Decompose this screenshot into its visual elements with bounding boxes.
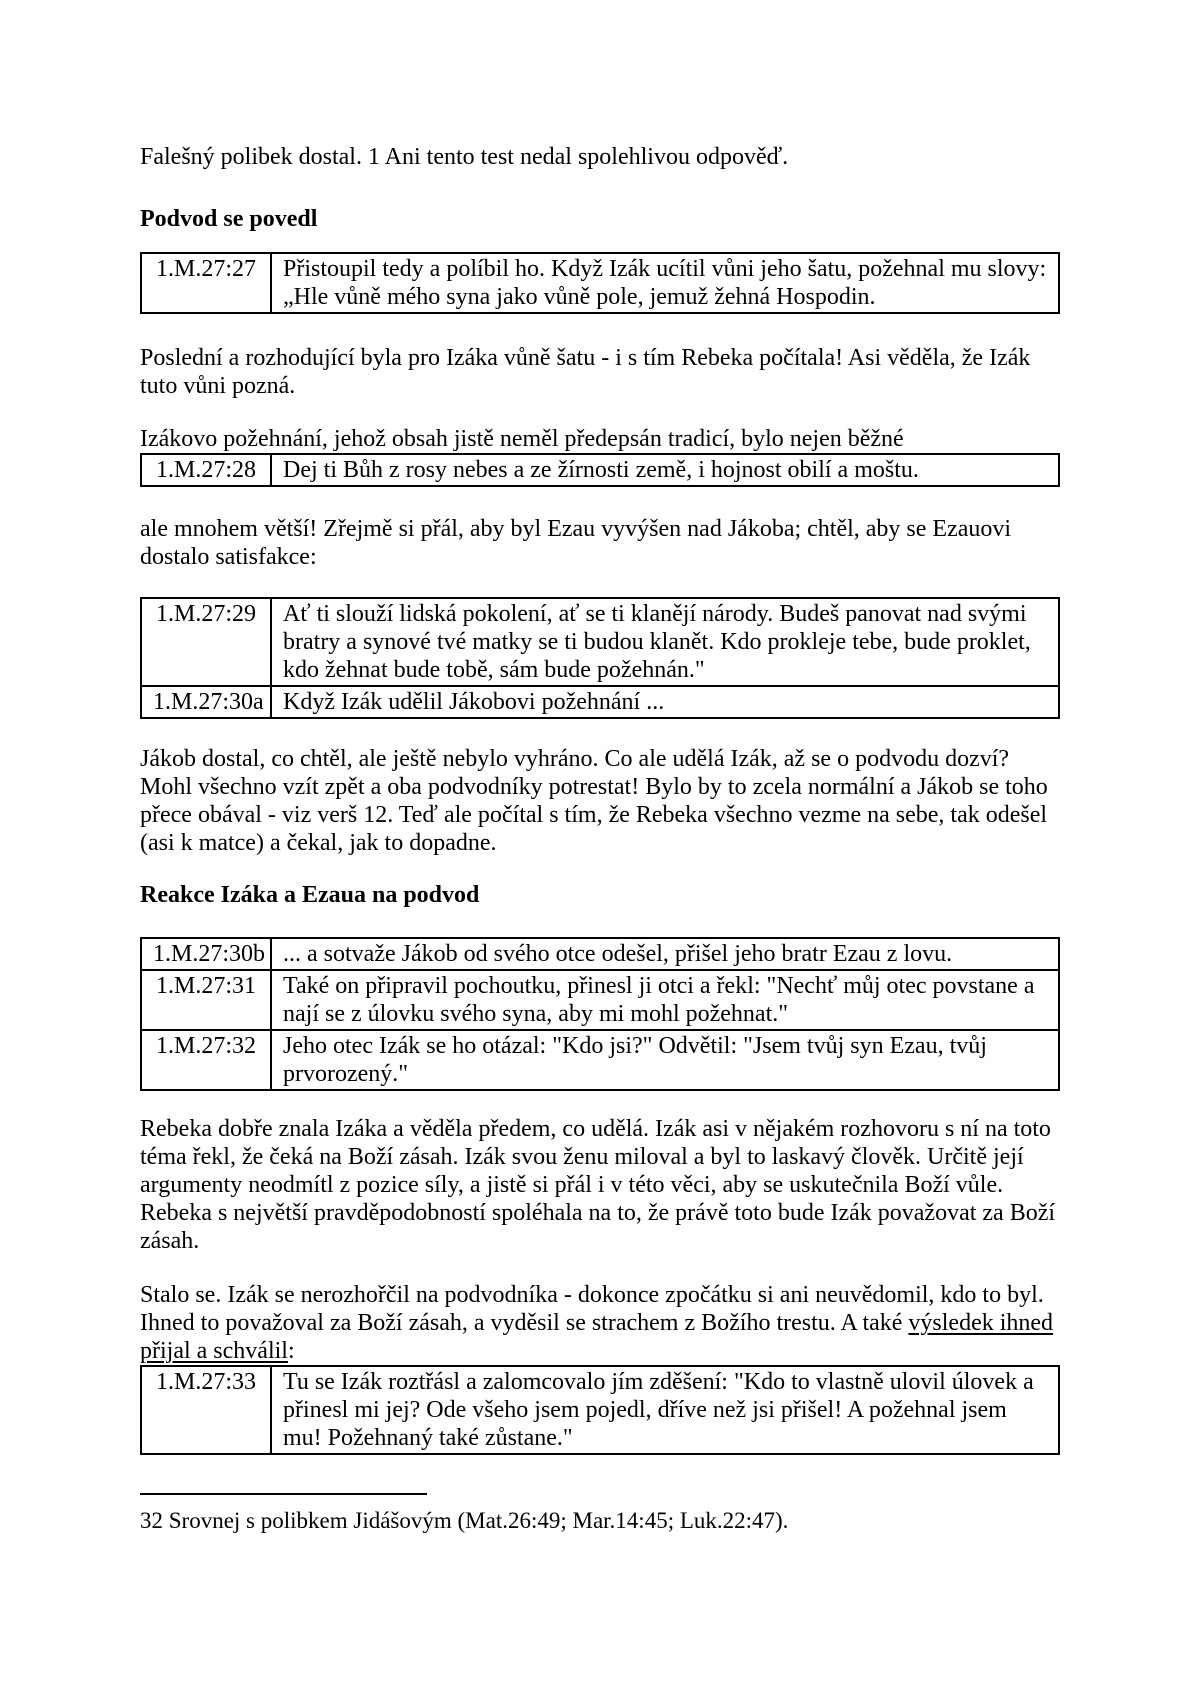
- paragraph-stalo-se: [140, 1281, 1060, 1365]
- table-row: [141, 598, 1059, 686]
- heading-podvod-se-povedl: Podvod se povedl: [140, 206, 318, 232]
- paragraph-izakovo-pozehnani: Izákovo požehnání, jehož obsah jistě neměl předepsán tradicí, bylo nejen běžné: [140, 426, 904, 452]
- table-row: [141, 970, 1059, 1030]
- footnote-text: 32 Srovnej s polibkem Jidášovým (Mat.26:49; Mar.14:45; Luk.22:47).: [140, 1508, 789, 1533]
- underlined-vysledek-text: výsledek ihned přijal a schválil: [140, 1310, 1054, 1364]
- paragraph-posledni: Poslední a rozhodující byla pro Izáka vůně šatu - i s tím Rebeka počítala! Asi věděla, že Izák tuto vůni pozná.: [140, 345, 1031, 399]
- verse-text: Jeho otec Izák se ho otázal: "Kdo jsi?" Odvětil: "Jsem tvůj syn Ezau, tvůj prvorozený.": [271, 1030, 1059, 1090]
- paragraph-stalo-se-text: Stalo se. Izák se nerozhořčil na podvodníka - dokonce zpočátku si ani neuvědomil, kdo to byl. Ihned to považoval za Boží zásah, a vyděsil se strachem z Božího trestu. A také: [140, 1282, 1044, 1336]
- verse-ref: 1.M.27:27: [141, 253, 271, 313]
- verse-ref: 1.M.27:30a: [141, 686, 271, 718]
- verse-table-27-33: [140, 1365, 1060, 1455]
- verse-text: Když Izák udělil Jákobovi požehnání ...: [271, 686, 1059, 718]
- table-row: [141, 938, 1059, 970]
- verse-text: Přistoupil tedy a políbil ho. Když Izák ucítil vůni jeho šatu, požehnal mu slovy: „Hle vůně mého syna jako vůně pole, jemuž žehná Hospodin.: [271, 253, 1059, 313]
- table-row: [141, 686, 1059, 718]
- verse-table-27-30b-32: [140, 937, 1060, 1091]
- table-row: [141, 454, 1059, 486]
- verse-text: Dej ti Bůh z rosy nebes a ze žírnosti země, i hojnost obilí a moštu.: [271, 454, 1059, 486]
- paragraph-intro: Falešný polibek dostal. 1 Ani tento test nedal spolehlivou odpověď.: [140, 144, 789, 170]
- verse-text: Tu se Izák roztřásl a zalomcovalo jím zděšení: "Kdo to vlastně ulovil úlovek a přinesl mi jej? Ode všeho jsem pojedl, dříve než jsi přišel! A požehnal jsem mu! Požehnaný také zůstane.": [271, 1366, 1059, 1454]
- paragraph-stalo-se-colon: :: [287, 1338, 295, 1364]
- verse-ref: 1.M.27:29: [141, 598, 271, 686]
- verse-ref: 1.M.27:30b: [141, 938, 271, 970]
- verse-table-27-27: [140, 252, 1060, 314]
- verse-table-27-29-30a: [140, 597, 1060, 719]
- paragraph-jakob-dostal: Jákob dostal, co chtěl, ale ještě nebylo vyhráno. Co ale udělá Izák, až se o podvodu dozví? Mohl všechno vzít zpět a oba podvodníky potrestat! Bylo by to zcela normální a Jákob se toho přece obával - viz verš 12. Teď ale počítal s tím, že Rebeka všechno vezme na sebe, tak odešel (asi k matce) a čekal, jak to dopadne.: [140, 746, 1048, 856]
- verse-ref: 1.M.27:33: [141, 1366, 271, 1454]
- verse-ref: 1.M.27:28: [141, 454, 271, 486]
- verse-ref: 1.M.27:32: [141, 1030, 271, 1090]
- verse-ref: 1.M.27:31: [141, 970, 271, 1030]
- footnote-separator: [140, 1493, 427, 1495]
- heading-reakce-izaka: Reakce Izáka a Ezaua na podvod: [140, 882, 480, 908]
- paragraph-rebeka-znala: Rebeka dobře znala Izáka a věděla předem, co udělá. Izák asi v nějakém rozhovoru s ní na toto téma řekl, že čeká na Boží zásah. Izák svou ženu miloval a byl to laskavý člověk. Určitě její argumenty neodmítl z pozice síly, a jistě si přál i v této věci, aby se uskutečnila Boží vůle. Rebeka s největší pravděpodobností spoléhala na to, že právě toto bude Izák považovat za Boží zásah.: [140, 1116, 1056, 1254]
- table-row: [141, 1030, 1059, 1090]
- table-row: [141, 253, 1059, 313]
- verse-table-27-28: [140, 453, 1060, 487]
- paragraph-ale-mnohem-vetsi: ale mnohem větší! Zřejmě si přál, aby byl Ezau vyvýšen nad Jákoba; chtěl, aby se Ezauovi dostalo satisfakce:: [140, 516, 1012, 570]
- verse-text: ... a sotvaže Jákob od svého otce odešel, přišel jeho bratr Ezau z lovu.: [271, 938, 1059, 970]
- table-row: [141, 1366, 1059, 1454]
- verse-text: Také on připravil pochoutku, přinesl ji otci a řekl: "Nechť můj otec povstane a nají se z úlovku svého syna, aby mi mohl požehnat.": [271, 970, 1059, 1030]
- verse-text: Ať ti slouží lidská pokolení, ať se ti klanějí národy. Budeš panovat nad svými bratry a synové tvé matky se ti budou klanět. Kdo prokleje tebe, bude proklet, kdo žehnat bude tobě, sám bude požehnán.": [271, 598, 1059, 686]
